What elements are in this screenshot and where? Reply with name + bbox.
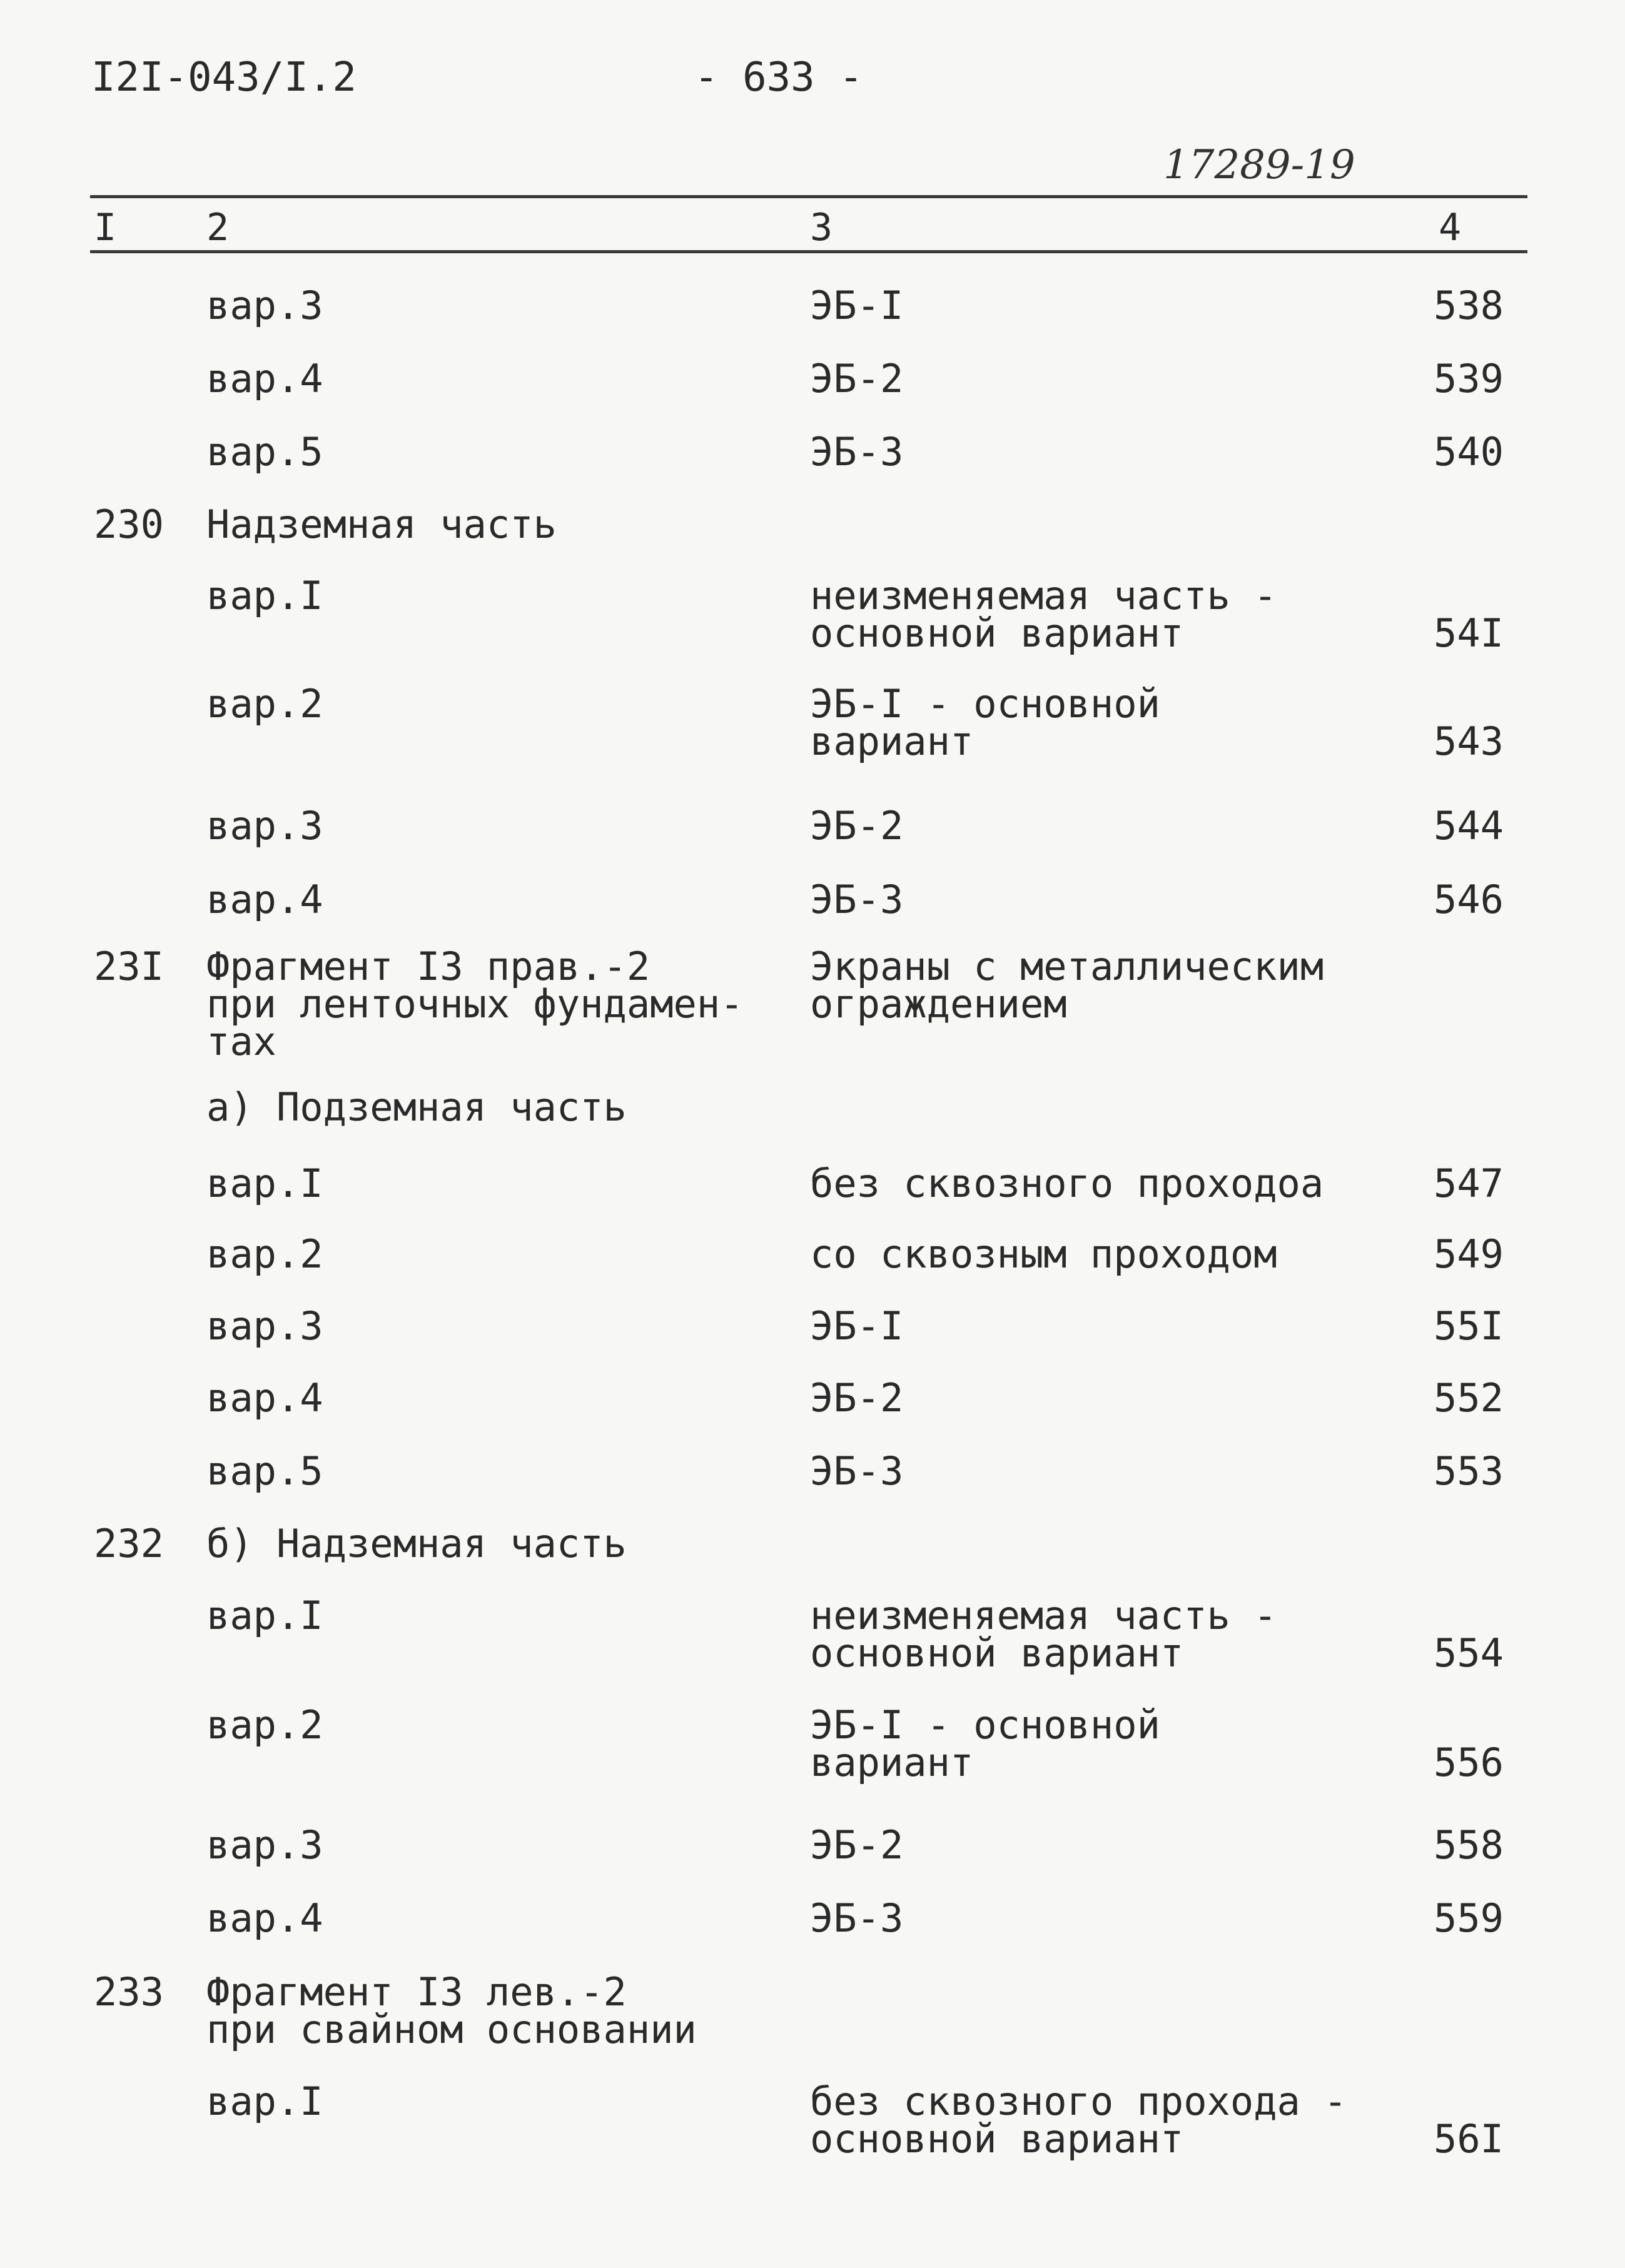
row-description-line: со сквозным проходом bbox=[810, 1231, 1277, 1277]
row-page-number: 539 bbox=[1434, 356, 1504, 401]
handwritten-number: 17289-19 bbox=[1163, 142, 1355, 188]
row-name-line: при свайном основании bbox=[206, 2007, 697, 2052]
table-header-rule bbox=[90, 250, 1527, 253]
row-page-number: 554 bbox=[1434, 1630, 1504, 1676]
row-page-number: 558 bbox=[1434, 1822, 1504, 1868]
row-page-number: 556 bbox=[1434, 1740, 1504, 1785]
row-name-line: вар.3 bbox=[206, 283, 323, 328]
row-name-line: вар.I bbox=[206, 573, 323, 618]
row-name-line: Фрагмент I3 прав.-2 bbox=[206, 944, 651, 989]
row-description-line: ЭБ-I bbox=[810, 1303, 904, 1349]
row-page-number: 546 bbox=[1434, 877, 1504, 922]
row-name-line: а) Подземная часть bbox=[206, 1084, 627, 1130]
row-description-line: без сквозного проходоа bbox=[810, 1161, 1324, 1206]
column-header-3: 3 bbox=[810, 206, 833, 249]
table-top-rule bbox=[90, 195, 1527, 198]
row-name-line: вар.4 bbox=[206, 1895, 323, 1941]
row-description-line: основной вариант bbox=[810, 2116, 1184, 2162]
row-description-line: ЭБ-3 bbox=[810, 429, 904, 475]
row-name-line: вар.I bbox=[206, 1593, 323, 1638]
row-page-number: 549 bbox=[1434, 1231, 1504, 1277]
row-name-line: вар.2 bbox=[206, 681, 323, 727]
row-name-line: вар.3 bbox=[206, 1303, 323, 1349]
row-description-line: ЭБ-2 bbox=[810, 1822, 904, 1868]
row-description-line: основной вариант bbox=[810, 1630, 1184, 1676]
row-name-line: вар.I bbox=[206, 2079, 323, 2124]
row-name-line: вар.2 bbox=[206, 1702, 323, 1748]
row-description-line: вариант bbox=[810, 718, 974, 764]
row-description-line: ЭБ-I - основной bbox=[810, 1702, 1160, 1748]
row-name-line: Фрагмент I3 лев.-2 bbox=[206, 1969, 627, 2015]
row-name-line: при ленточных фундамен- bbox=[206, 981, 744, 1027]
column-header-1: I bbox=[94, 206, 117, 249]
row-page-number: 543 bbox=[1434, 718, 1504, 764]
row-name-line: вар.5 bbox=[206, 429, 323, 475]
row-name-line: вар.5 bbox=[206, 1448, 323, 1494]
row-description-line: вариант bbox=[810, 1740, 974, 1785]
row-description-line: ЭБ-I - основной bbox=[810, 681, 1160, 727]
column-header-4: 4 bbox=[1439, 206, 1462, 249]
row-page-number: 54I bbox=[1434, 610, 1504, 656]
row-name-line: вар.4 bbox=[206, 1375, 323, 1421]
row-name-line: вар.I bbox=[206, 1161, 323, 1206]
row-description-line: ЭБ-3 bbox=[810, 1895, 904, 1941]
row-number: 233 bbox=[94, 1969, 164, 2015]
page-number: - 633 - bbox=[694, 54, 863, 101]
row-name-line: вар.4 bbox=[206, 877, 323, 922]
row-description-line: Экраны с металлическим bbox=[810, 944, 1324, 989]
row-description-line: ЭБ-2 bbox=[810, 356, 904, 401]
row-number: 232 bbox=[94, 1521, 164, 1566]
row-page-number: 559 bbox=[1434, 1895, 1504, 1941]
row-page-number: 55I bbox=[1434, 1303, 1504, 1349]
row-name-line: вар.3 bbox=[206, 803, 323, 849]
row-page-number: 540 bbox=[1434, 429, 1504, 475]
row-description-line: ЭБ-2 bbox=[810, 1375, 904, 1421]
row-name-line: б) Надземная часть bbox=[206, 1521, 627, 1566]
row-name-line: Надземная часть bbox=[206, 501, 557, 547]
row-description-line: ЭБ-3 bbox=[810, 877, 904, 922]
row-name-line: вар.4 bbox=[206, 356, 323, 401]
row-description-line: ограждением bbox=[810, 981, 1067, 1027]
row-description-line: ЭБ-2 bbox=[810, 803, 904, 849]
row-number: 23I bbox=[94, 944, 164, 989]
row-name-line: тах bbox=[206, 1019, 276, 1064]
doc-code: I2I-043/I.2 bbox=[91, 54, 357, 101]
column-header-2: 2 bbox=[206, 206, 230, 249]
row-name-line: вар.2 bbox=[206, 1231, 323, 1277]
row-page-number: 547 bbox=[1434, 1161, 1504, 1206]
row-description-line: без сквозного прохода - bbox=[810, 2079, 1347, 2124]
row-page-number: 552 bbox=[1434, 1375, 1504, 1421]
row-page-number: 56I bbox=[1434, 2116, 1504, 2162]
row-page-number: 544 bbox=[1434, 803, 1504, 849]
row-description-line: основной вариант bbox=[810, 610, 1184, 656]
row-page-number: 538 bbox=[1434, 283, 1504, 328]
row-number: 230 bbox=[94, 501, 164, 547]
row-description-line: неизменяемая часть - bbox=[810, 1593, 1277, 1638]
row-name-line: вар.3 bbox=[206, 1822, 323, 1868]
row-description-line: ЭБ-I bbox=[810, 283, 904, 328]
row-description-line: неизменяемая часть - bbox=[810, 573, 1277, 618]
row-description-line: ЭБ-3 bbox=[810, 1448, 904, 1494]
row-page-number: 553 bbox=[1434, 1448, 1504, 1494]
